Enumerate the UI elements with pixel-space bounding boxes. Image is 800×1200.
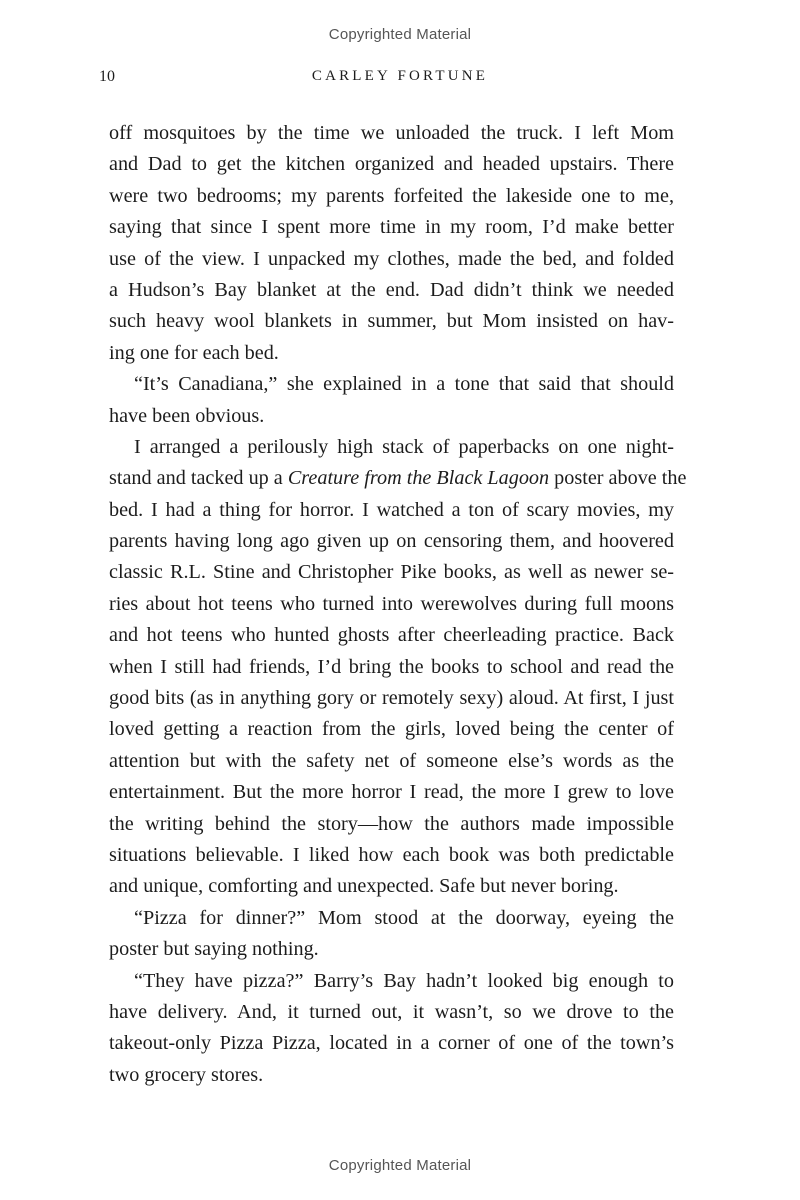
copyright-watermark-top: Copyrighted Material	[328, 26, 472, 43]
text-line: use of the view. I unpacked my clothes, made the bed, and folded	[109, 247, 674, 270]
text-line: and Dad to get the kitchen organized and headed upstairs. There	[109, 153, 674, 176]
running-head	[0, 68, 800, 92]
text-line: such heavy wool blankets in summer, but Mom insisted on hav-	[109, 310, 674, 333]
paragraph	[109, 118, 674, 369]
text-line: I arranged a perilously high stack of paperbacks on one night-	[134, 435, 674, 458]
text-line: the writing behind the story—how the authors made impossible	[109, 812, 674, 835]
page-number: 10	[99, 68, 115, 85]
text-line: situations believable. I liked how each book was both predictable	[109, 843, 674, 866]
copyright-watermark-bottom: Copyrighted Material	[328, 1157, 472, 1174]
book-title-italic: Creature from the Black Lagoon	[287, 467, 550, 490]
text-line: good bits (as in anything gory or remotely sexy) aloud. At first, I just	[109, 687, 674, 710]
paragraph	[109, 369, 674, 432]
text-line: loved getting a reaction from the girls, loved being the center of	[109, 718, 674, 741]
text-line: “Pizza for dinner?” Mom stood at the doorway, eyeing the	[134, 906, 674, 929]
text-line: “They have pizza?” Barry’s Bay hadn’t looked big enough to	[134, 969, 674, 992]
text-line: and unique, comforting and unexpected. Safe but never boring.	[109, 875, 619, 898]
text-line: parents having long ago given up on censoring them, and hoovered	[109, 530, 674, 553]
text-line: attention but with the safety net of someone else’s words as the	[109, 749, 674, 772]
paragraph	[109, 903, 674, 966]
text-line	[109, 463, 687, 494]
text-line: “It’s Canadiana,” she explained in a tone that said that should	[134, 373, 674, 396]
paragraph	[109, 966, 674, 1092]
text-line: off mosquitoes by the time we unloaded the truck. I left Mom	[109, 122, 674, 144]
text-line: were two bedrooms; my parents forfeited the lakeside one to me,	[109, 184, 674, 207]
text-line: takeout-only Pizza Pizza, located in a corner of one of the town’s	[109, 1032, 674, 1055]
text-line: saying that since I spent more time in my room, I’d make better	[109, 216, 674, 239]
text-line: have delivery. And, it turned out, it wasn’t, so we drove to the	[109, 1000, 674, 1023]
text-line: ries about hot teens who turned into werewolves during full moons	[109, 592, 674, 615]
text-line: two grocery stores.	[109, 1063, 264, 1086]
text-line: and hot teens who hunted ghosts after cheerleading practice. Back	[109, 624, 674, 647]
text-line: entertainment. But the more horror I read, the more I grew to love	[109, 781, 674, 804]
paragraph	[109, 432, 687, 903]
text-line: ing one for each bed.	[109, 341, 279, 364]
text-line: have been obvious.	[109, 404, 265, 427]
author-name: CARLEY FORTUNE	[311, 68, 489, 84]
body-text	[109, 118, 687, 1091]
text-line: poster but saying nothing.	[109, 938, 319, 961]
text-run: poster above the	[549, 467, 687, 490]
text-line: when I still had friends, I’d bring the books to school and read the	[109, 655, 674, 678]
text-line: classic R.L. Stine and Christopher Pike books, as well as newer se-	[109, 561, 674, 584]
text-line: bed. I had a thing for horror. I watched a ton of scary movies, my	[109, 498, 674, 521]
text-line: a Hudson’s Bay blanket at the end. Dad didn’t think we needed	[109, 278, 674, 301]
text-run: stand and tacked up a	[109, 467, 288, 490]
